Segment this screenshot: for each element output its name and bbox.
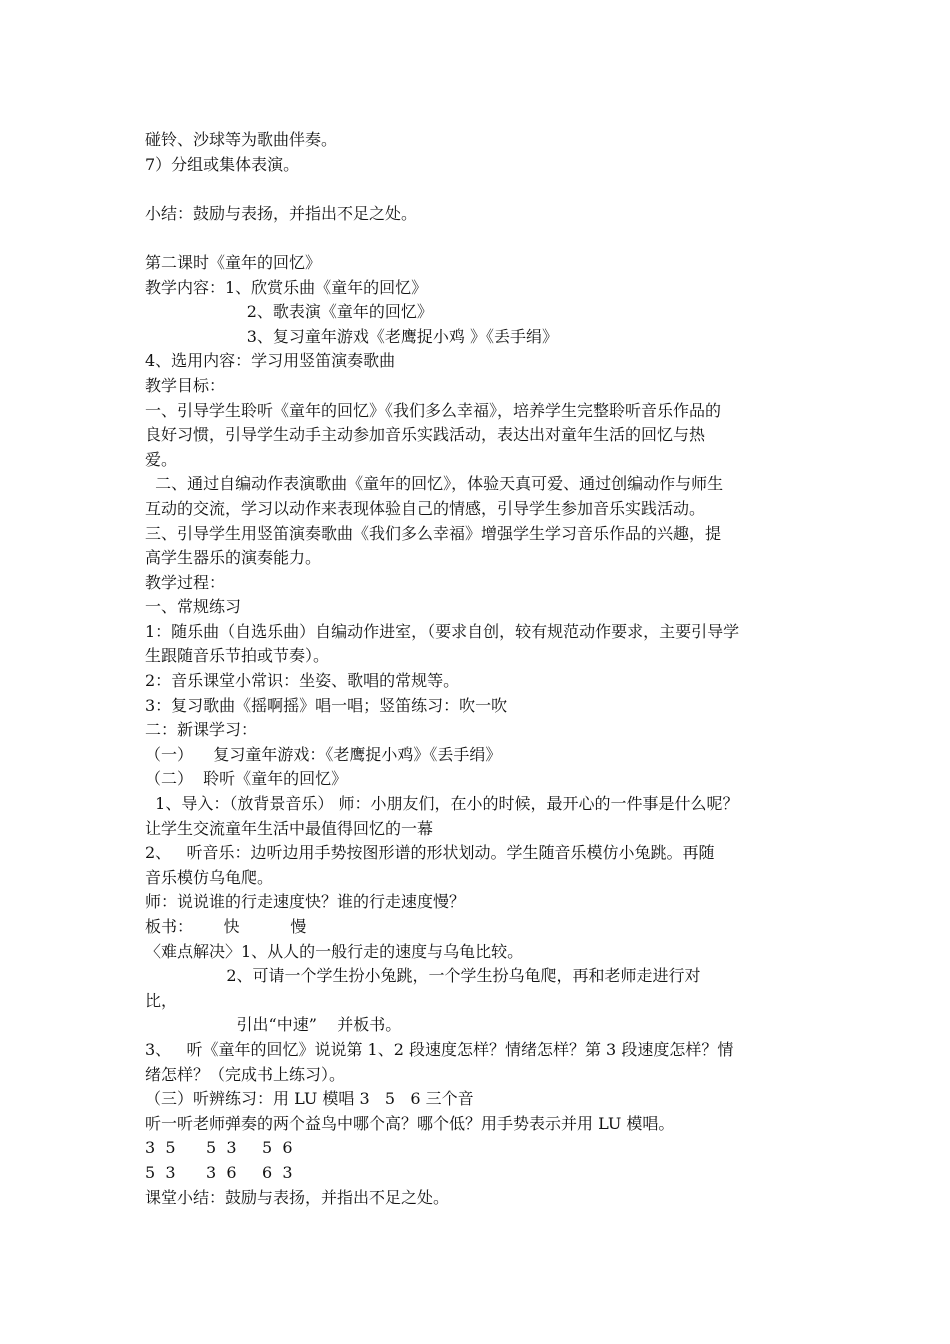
process-line: （二） 聆听《童年的回忆》 [145,769,348,789]
process-line: （一） 复习童年游戏：《老鹰捉小鸡》《丢手绢》 [145,744,502,764]
process-line: 2：音乐课堂小常识：坐姿、歌唱的常规等。 [145,671,460,691]
notation-line: 5 3 3 6 6 3 [145,1162,293,1182]
goal-line: 一、引导学生聆听《童年的回忆》《我们多么幸福》，培养学生完整聆听音乐作品的 [145,400,722,420]
difficulty-line: 〈难点解决〉1、从人的一般行走的速度与乌龟比较。 [145,941,524,961]
difficulty-line: 引出“中速” 并板书。 [145,1015,402,1035]
board-writing: 板书： 快 慢 [145,917,307,936]
teaching-content: 教学内容：1、欣赏乐曲《童年的回忆》 [145,277,428,297]
teaching-content-item: 2、歌表演《童年的回忆》 [145,302,433,322]
process-line: （三）听辨练习：用 LU 模唱 3 5 6 三个音 [145,1089,474,1109]
process-line: 3：复习歌曲《摇啊摇》唱一唱；竖笛练习：吹一吹 [145,695,508,715]
lesson-title: 第二课时《童年的回忆》 [145,252,322,272]
text-line: 碰铃、沙球等为歌曲伴奏。 [145,130,338,149]
section-heading: 教学目标： [145,375,226,395]
optional-content: 4、选用内容：学习用竖笛演奏歌曲 [145,351,396,371]
notation-line: 3 5 5 3 5 6 [145,1138,293,1158]
process-line: 1、导入：（放背景音乐） 师：小朋友们，在小的时候，最开心的一件事是什么呢？ [145,794,739,814]
summary-line: 课堂小结：鼓励与表扬，并指出不足之处。 [145,1187,450,1207]
goal-line: 爱。 [145,449,178,469]
process-line: 绪怎样？（完成书上练习）。 [145,1064,346,1084]
goal-line: 良好习惯，引导学生动手主动参加音乐实践活动，表达出对童年生活的回忆与热 [145,425,706,445]
text-line: 7）分组或集体表演。 [145,154,300,174]
process-heading: 二：新课学习： [145,720,258,740]
section-heading: 教学过程： [145,572,226,592]
blank-line [145,177,815,202]
process-line: 听一听老师弹奏的两个益鸟中哪个高？哪个低？用手势表示并用 LU 模唱。 [145,1113,675,1133]
process-line: 1：随乐曲（自选乐曲）自编动作进室，（要求自创，较有规范动作要求，主要引导学 [145,621,740,641]
process-line: 音乐模仿乌龟爬。 [145,867,274,887]
goal-line: 三、引导学生用竖笛演奏歌曲《我们多么幸福》增强学生学习音乐作品的兴趣，提 [145,523,722,543]
goal-line: 二、通过自编动作表演歌曲《童年的回忆》，体验天真可爱、通过创编动作与师生 [145,474,724,494]
summary-line: 小结：鼓励与表扬，并指出不足之处。 [145,203,418,223]
process-heading: 一、常规练习 [145,597,242,617]
difficulty-line: 比， [145,990,178,1010]
goal-line: 互动的交流，学习以动作来表现体验自己的情感，引导学生参加音乐实践活动。 [145,498,706,518]
blank-line [145,226,815,251]
goal-line: 高学生器乐的演奏能力。 [145,548,322,568]
process-line: 师：说说谁的行走速度快？谁的行走速度慢？ [145,892,466,912]
process-line: 2、 听音乐：边听边用手势按图形谱的形状划动。学生随音乐模仿小兔跳。再随 [145,843,715,863]
teaching-content-item: 3、复习童年游戏《老鹰捉小鸡 》《丢手绢》 [145,326,558,346]
document-body [145,128,815,1210]
process-line: 让学生交流童年生活中最值得回忆的一幕 [145,818,434,838]
process-line: 生跟随音乐节拍或节奏）。 [145,646,330,666]
difficulty-line: 2、可请一个学生扮小兔跳，一个学生扮乌龟爬，再和老师走进行对 [145,966,701,986]
process-line: 3、 听《童年的回忆》说说第 1、2 段速度怎样？情绪怎样？第 3 段速度怎样？情 [145,1039,734,1059]
